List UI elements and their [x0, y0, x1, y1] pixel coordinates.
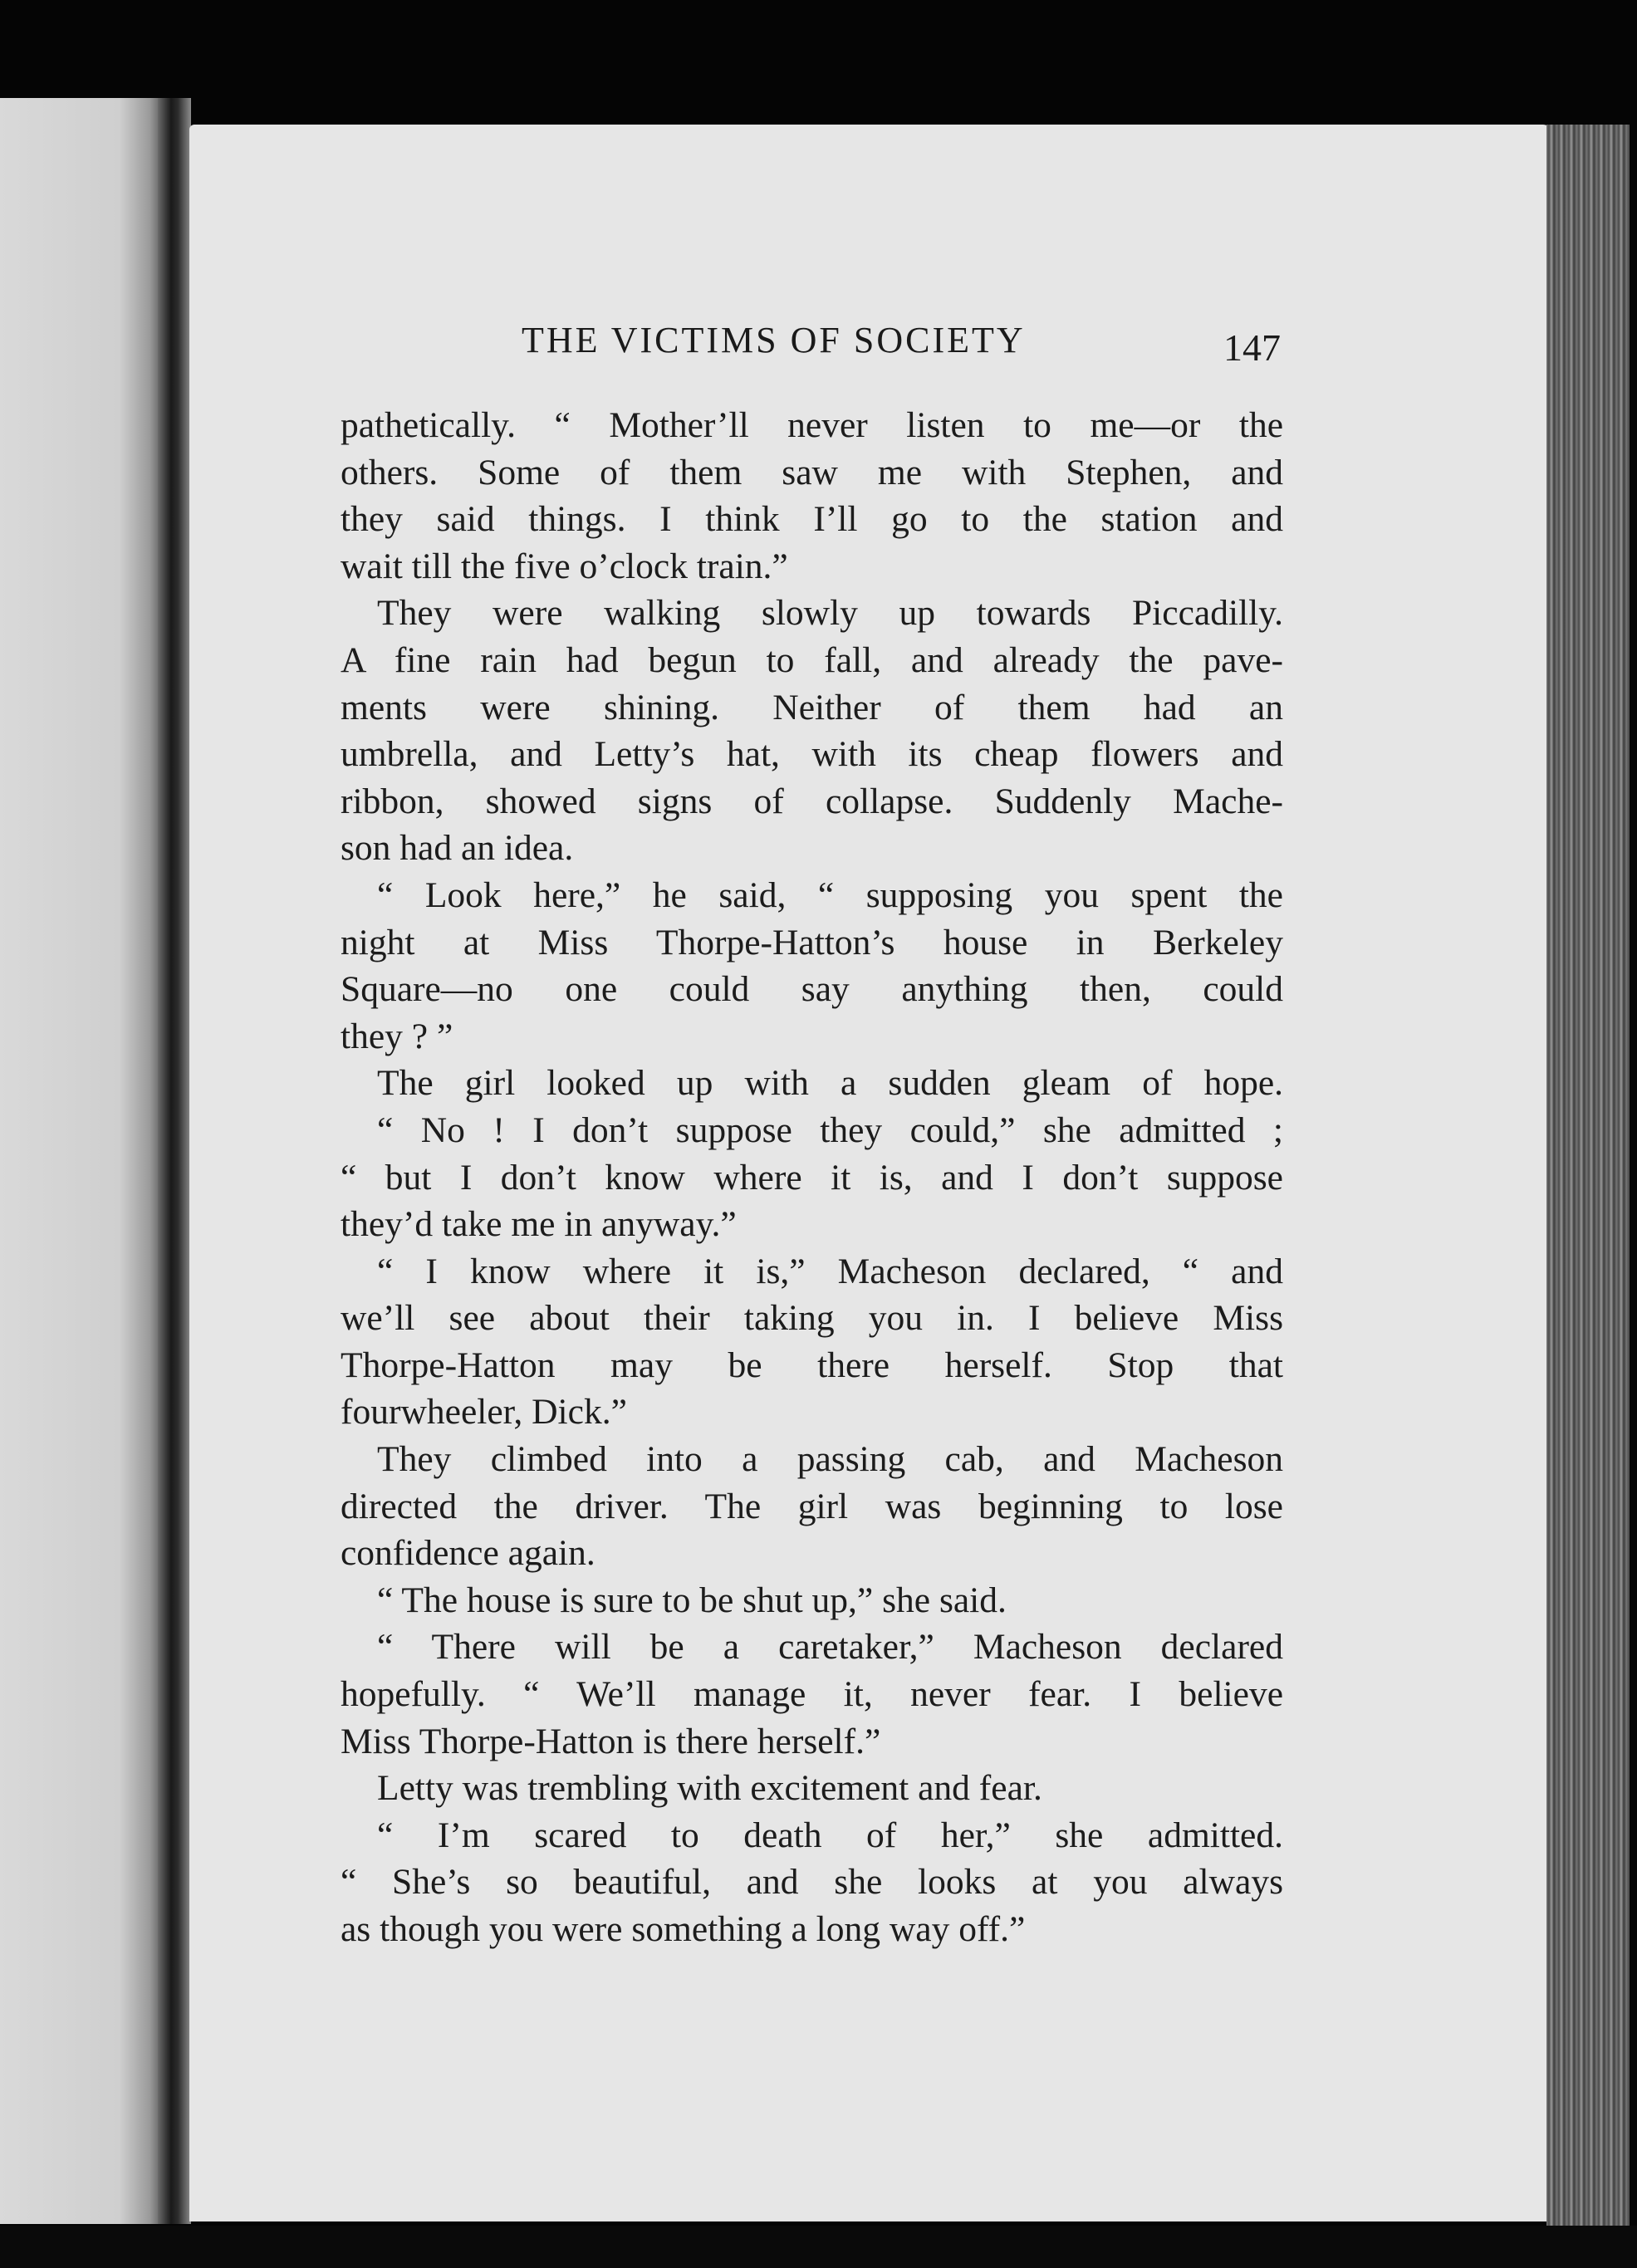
text-line: ribbon, showed signs of collapse. Suddenly Mache- — [341, 781, 1283, 821]
text-line: as though you were something a long way off.” — [341, 1909, 1026, 1949]
text-line: they said things. I think I’ll go to the station and — [341, 499, 1283, 540]
text-line: They were walking slowly up towards Piccadilly. — [377, 593, 1283, 634]
text-line: “ I know where it is,” Macheson declared, “ and — [377, 1251, 1283, 1291]
book-gutter — [158, 98, 191, 2224]
text-line: Letty was trembling with excitement and fear. — [377, 1768, 1042, 1809]
text-line: son had an idea. — [341, 828, 574, 869]
text-line: confidence again. — [341, 1533, 595, 1574]
text-line: “ The house is sure to be shut up,” she said. — [377, 1580, 1007, 1620]
text-line: “ There will be a caretaker,” Macheson declared — [377, 1627, 1283, 1668]
text-line: night at Miss Thorpe-Hatton’s house in Berkeley — [341, 922, 1283, 963]
text-line: “ Look here,” he said, “ supposing you spent the — [377, 874, 1283, 915]
text-line: umbrella, and Letty’s hat, with its cheap flowers and — [341, 734, 1283, 775]
text-line: Thorpe-Hatton may be there herself. Stop that — [341, 1345, 1283, 1385]
text-line: others. Some of them saw me with Stephen, and — [341, 452, 1283, 492]
text-line: they’d take me in anyway.” — [341, 1204, 737, 1245]
text-line: Square—no one could say anything then, could — [341, 969, 1283, 1010]
text-line: “ She’s so beautiful, and she looks at you always — [341, 1862, 1283, 1903]
text-line: hopefully. “ We’ll manage it, never fear. I believe — [341, 1674, 1283, 1715]
text-line: directed the driver. The girl was beginning to lose — [341, 1486, 1283, 1526]
text-line: “ I’m scared to death of her,” she admitted. — [377, 1815, 1283, 1855]
text-line: ments were shining. Neither of them had an — [341, 687, 1283, 727]
facing-page-edge — [0, 98, 170, 2224]
running-head — [189, 314, 1551, 380]
text-line: “ but I don’t know where it is, and I don’t suppose — [341, 1157, 1283, 1198]
text-line: they ? ” — [341, 1016, 453, 1056]
text-line: pathetically. “ Mother’ll never listen to me—or the — [341, 405, 1283, 445]
body-text — [341, 402, 1283, 1953]
text-line: The girl looked up with a sudden gleam of hope. — [377, 1063, 1283, 1104]
text-line: They climbed into a passing cab, and Macheson — [377, 1439, 1283, 1480]
text-line: wait till the five o’clock train.” — [341, 546, 788, 586]
page-stack-edge — [1546, 125, 1630, 2226]
running-title: THE VICTIMS OF SOCIETY — [522, 320, 1026, 360]
text-line: A fine rain had begun to fall, and already the pave- — [341, 639, 1283, 680]
text-line: we’ll see about their taking you in. I believe Miss — [341, 1298, 1283, 1339]
text-line: “ No ! I don’t suppose they could,” she admitted ; — [377, 1110, 1283, 1150]
text-line: Miss Thorpe-Hatton is there herself.” — [341, 1721, 881, 1761]
text-line: fourwheeler, Dick.” — [341, 1392, 627, 1433]
scan-bottom-band — [0, 2226, 1637, 2268]
page-number: 147 — [1223, 326, 1281, 369]
